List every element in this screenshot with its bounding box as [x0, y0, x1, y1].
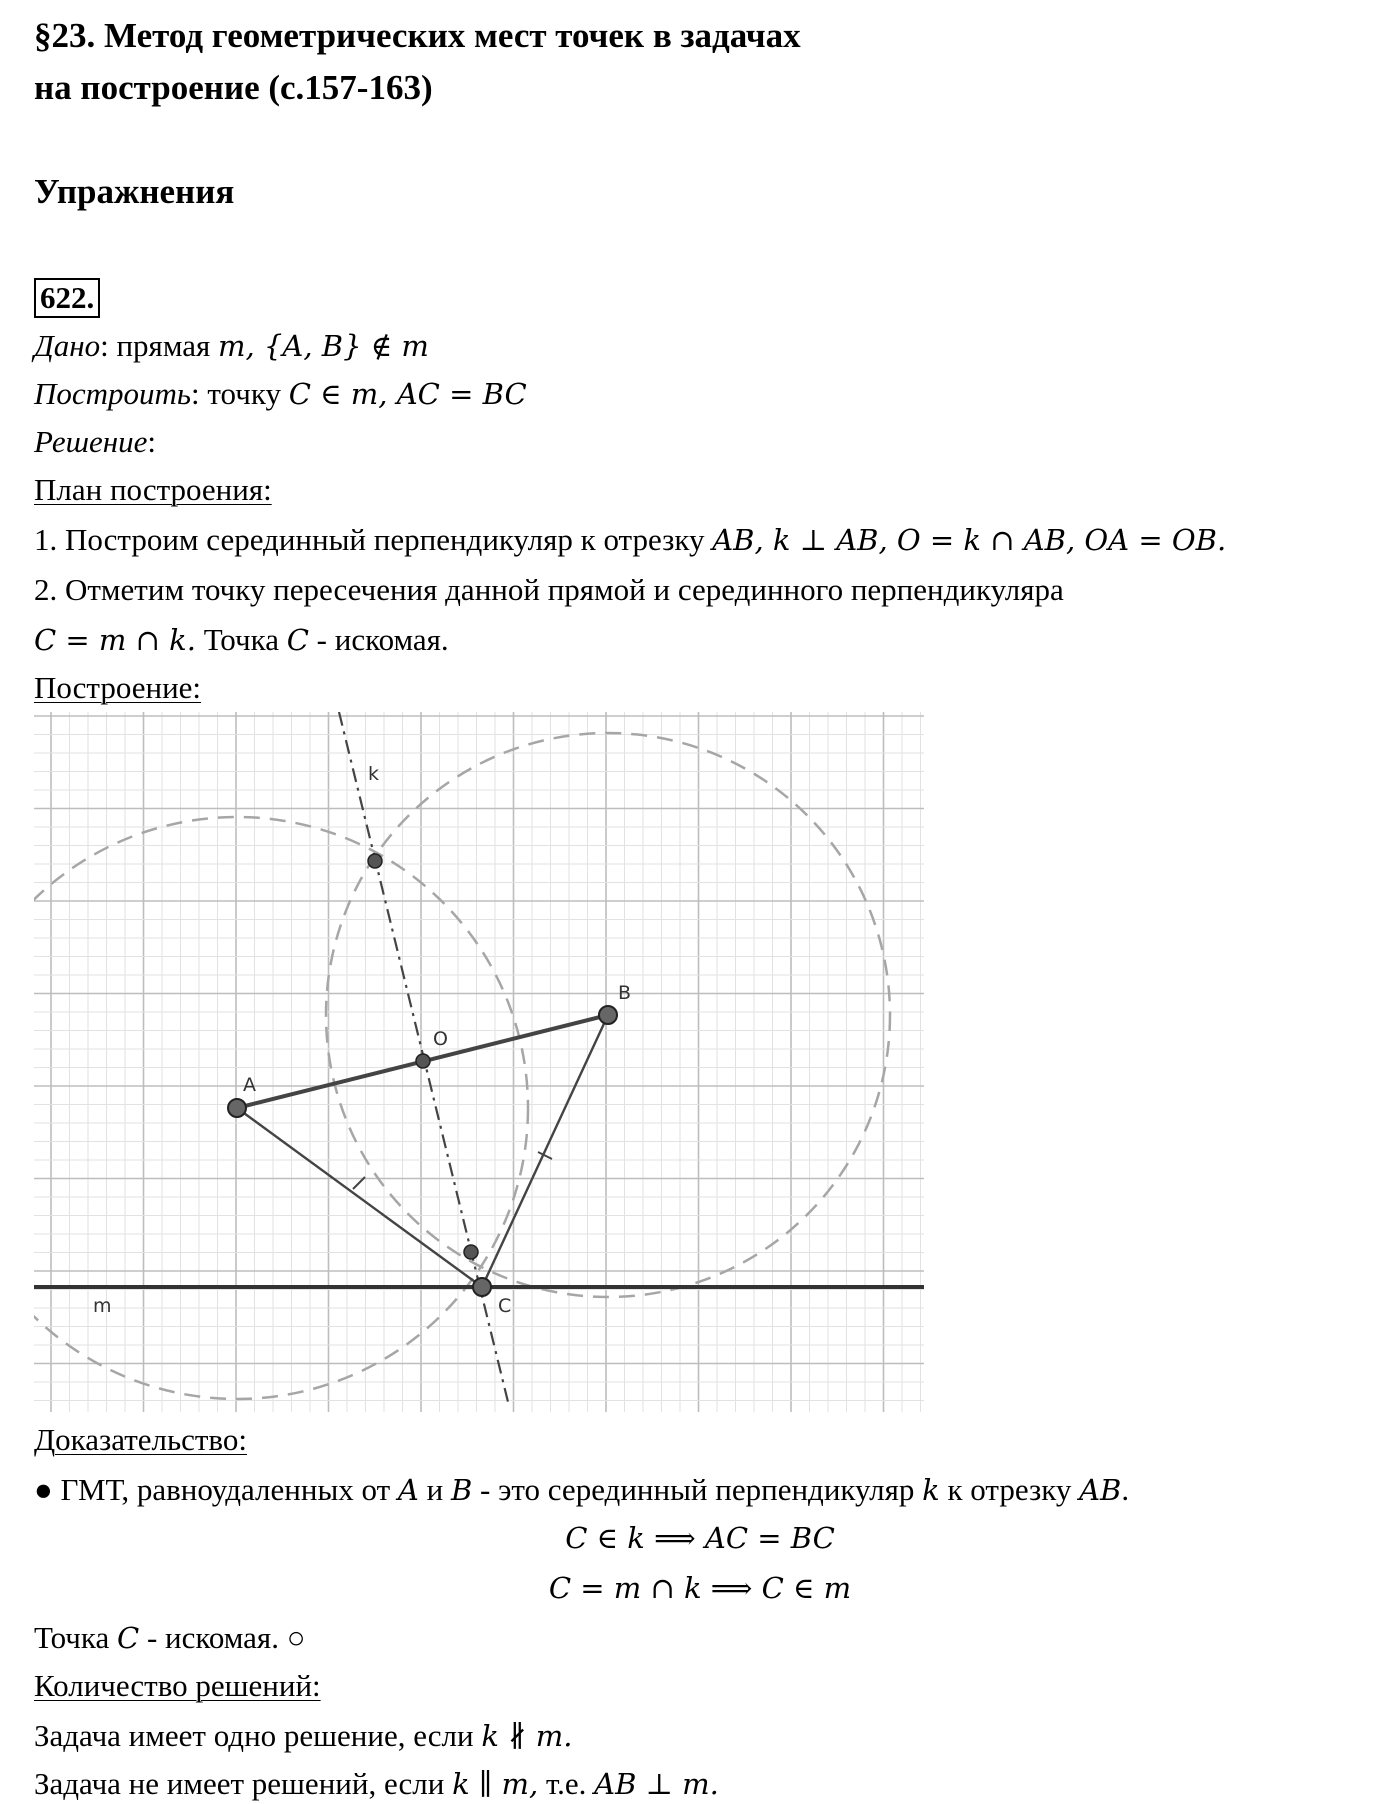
count-none-math-2: AB ⊥ m. [594, 1767, 719, 1801]
point-c [473, 1278, 491, 1296]
label-m: m [93, 1295, 112, 1317]
plan-step-1 [34, 520, 1226, 560]
construct-line [34, 374, 527, 414]
count-one-text: Задача имеет одно решение, если [34, 1718, 482, 1753]
step2b-math: C = m ∩ k. [34, 623, 196, 657]
title-line-1: §23. Метод геометрических мест точек в задачах [34, 16, 801, 55]
proof-text-3: - это серединный перпендикуляр [472, 1472, 923, 1507]
step1-text: 1. Построим серединный перпендикуляр к отрезку [34, 522, 713, 557]
proof-math-4: AB [1079, 1473, 1122, 1507]
given-label: Дано [34, 328, 101, 363]
plan-heading: План построения: [34, 472, 272, 507]
conclusion-text: Точка [34, 1620, 117, 1655]
proof-heading: Доказательство: [34, 1422, 247, 1457]
plan-step-2: 2. Отметим точку пересечения данной прямой и серединного перпендикуляра [34, 572, 1064, 607]
solution-label: Решение [34, 424, 148, 459]
intersection-point-top [368, 854, 382, 868]
given-math: m, {A, B} ∉ m [218, 329, 429, 363]
count-no-solution [34, 1764, 719, 1804]
label-o: O [433, 1028, 448, 1050]
proof-text-2: и [418, 1472, 451, 1507]
count-none-text-2: т.е. [538, 1766, 595, 1801]
point-a [228, 1099, 246, 1117]
solution-line [34, 422, 156, 462]
segment-bc [482, 1015, 608, 1287]
label-k: k [368, 763, 380, 785]
construct-text: : точку [191, 376, 289, 411]
grid [34, 712, 924, 1412]
label-b: B [618, 982, 632, 1004]
label-c: C [498, 1295, 512, 1317]
solution-suffix: : [147, 424, 156, 459]
proof-text-1: ● ГМТ, равноудаленных от [34, 1472, 398, 1507]
proof-math-2: B [450, 1473, 473, 1507]
proof-math-1: A [397, 1473, 419, 1507]
title-line-2: на построение (с.157-163) [34, 68, 433, 107]
count-none-math: k ∥ m, [452, 1767, 539, 1801]
point-o [416, 1054, 430, 1068]
step2b-math2: C [286, 623, 309, 657]
conclusion-text-2: - искомая. ○ [139, 1620, 306, 1655]
step2b-text: Точка [195, 622, 287, 657]
construction-figure [34, 712, 924, 1412]
construction-heading: Построение: [34, 670, 202, 705]
intersection-point-bottom [464, 1245, 478, 1259]
count-one-solution [34, 1716, 572, 1756]
proof-conclusion [34, 1618, 305, 1658]
proof-bullet [34, 1470, 1129, 1510]
problem-number: 622. [34, 278, 100, 318]
step1-math: AB, k ⊥ AB, O = k ∩ AB, OA = OB. [712, 523, 1227, 557]
count-one-math: k ∦ m. [481, 1719, 573, 1753]
given-line [34, 326, 429, 366]
proof-text-5: . [1121, 1472, 1130, 1507]
plan-step-2b [34, 620, 449, 660]
proof-math-3: k [922, 1473, 940, 1507]
proof-text-4: к отрезку [939, 1472, 1080, 1507]
proof-formula-2: C = m ∩ k ⟹ C ∈ m [548, 1571, 852, 1605]
problem-number-row [34, 278, 100, 318]
section-heading: Упражнения [34, 172, 235, 211]
given-text: : прямая [100, 328, 218, 363]
point-b [599, 1006, 617, 1024]
construct-label: Построить [34, 376, 192, 411]
construct-math: C ∈ m, AC = BC [288, 377, 527, 411]
step2b-text2: - искомая. [308, 622, 449, 657]
label-a: A [243, 1074, 256, 1096]
conclusion-math: C [117, 1621, 140, 1655]
count-none-text: Задача не имеет решений, если [34, 1766, 453, 1801]
proof-formula-1: C ∈ k ⟹ AC = BC [565, 1521, 835, 1555]
count-heading: Количество решений: [34, 1668, 321, 1703]
